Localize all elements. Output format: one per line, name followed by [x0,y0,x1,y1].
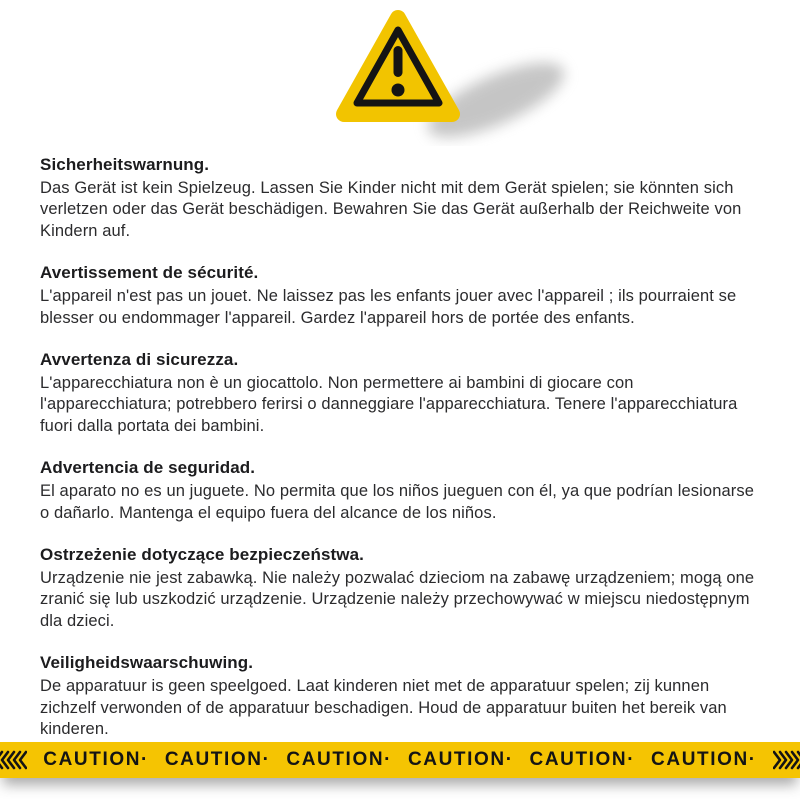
section-es [40,458,763,524]
caution-banner-text: CAUTION· CAUTION· CAUTION· CAUTION· CAUTION· CAUTION· [43,749,757,770]
section-heading-es: Advertencia de seguridad. [40,458,256,478]
section-body-fr: L'appareil n'est pas un jouet. Ne laissez pas les enfants jouer avec l'appareil ; ils pourraient se blesser ou endommager l'appareil. Gardez l'appareil hors de portée des enfants. [40,287,737,327]
section-nl [40,653,763,740]
section-heading-pl: Ostrzeżenie dotyczące bezpieczeństwa. [40,545,364,565]
section-heading-nl: Veiligheidswaarschuwing. [40,653,254,673]
section-body-nl: De apparatuur is geen speelgoed. Laat kinderen niet met de apparatuur spelen; zij kunnen zichzelf verwonden of de apparatuur beschadigen. Houd de apparatuur buiten het bereik van kinderen. [40,677,727,739]
section-body-es: El aparato no es un juguete. No permita que los niños jueguen con él, ya que podrían lesionarse o dañarlo. Mantenga el equipo fuera del alcance de los niños. [40,482,754,522]
section-pl [40,545,763,632]
section-heading-it: Avvertenza di sicurezza. [40,350,239,370]
warning-triangle-icon [328,4,580,146]
caution-chevrons-left-icon [0,750,27,770]
section-heading-de: Sicherheitswarnung. [40,155,210,174]
warning-text-content [40,155,763,762]
section-body-de: Das Gerät ist kein Spielzeug. Lassen Sie Kinder nicht mit dem Gerät spielen; sie könnten sich verletzen oder das Gerät beschädigen. Bewahren Sie das Gerät außerhalb der Reichweite von Kindern auf. [40,179,742,240]
section-body-pl: Urządzenie nie jest zabawką. Nie należy pozwalać dzieciom na zabawę urządzeniem; mogą one zranić się lub uszkodzić urządzenie. Urządzenie należy przechowywać w miejscu niedostępnym dla dzieci. [40,569,755,630]
section-fr [40,263,763,329]
caution-chevrons-right-icon [773,750,800,770]
section-it [40,350,763,437]
caution-banner [0,742,800,778]
section-de [40,155,763,242]
section-heading-fr: Avertissement de sécurité. [40,263,259,283]
section-body-it: L'apparecchiatura non è un giocattolo. Non permettere ai bambini di giocare con l'apparecchiatura; potrebbero ferirsi o danneggiare l'apparecchiatura. Tenere l'apparecchiatura fuori dalla portata dei bambini. [40,374,738,435]
